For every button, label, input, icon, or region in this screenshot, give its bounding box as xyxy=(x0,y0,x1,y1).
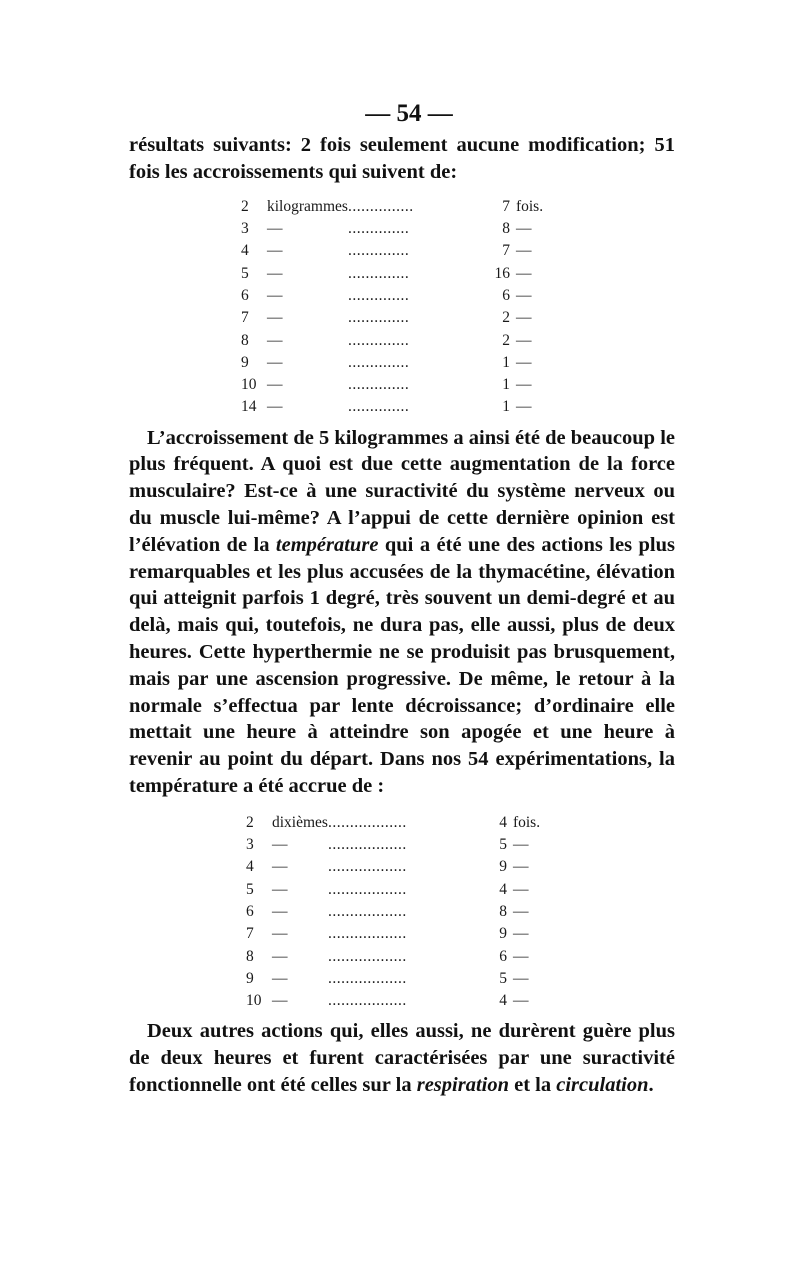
temperature-paragraph-text: L’accroissement de 5 kilogrammes a ainsi été de beaucoup le plus fréquent. A quoi est due cette augmentation de la force musculaire? Est-ce à une suractivité du système nerveux ou du muscle lui-même? A l’appui de cette dernière opinion est l’élévation de la xyxy=(129,426,675,556)
row-count: 6 xyxy=(502,286,510,304)
row-number: 6 xyxy=(241,286,249,304)
row-unit: — xyxy=(515,331,532,349)
row-unit: — xyxy=(515,264,532,282)
row-number: 10 xyxy=(241,376,257,394)
row-number: 8 xyxy=(241,331,249,349)
row-count: 1 xyxy=(502,398,510,416)
row-number: 10 xyxy=(246,992,262,1010)
emphasis-temperature: température xyxy=(275,533,379,556)
row-number: 2 xyxy=(246,813,254,831)
row-number: 4 xyxy=(241,242,249,260)
row-unit-label: — xyxy=(272,858,288,876)
row-leader-dots: .............. xyxy=(347,353,410,371)
row-unit-label: — xyxy=(272,992,288,1010)
row-count: 4 xyxy=(499,880,507,898)
row-unit: — xyxy=(515,286,532,304)
temperature-paragraph-text-2: qui a été une des actions les plus remarquables et les plus accusées de la thymacétine, élévation qui atteignit parfois 1 degré, très souvent un demi-degré et au delà, mais qui, toutefois, ne dura pas, elle aussi, plus de deux heures. Cette hyperthermie ne se produisit pas brusquement, mais par une ascension progressive. De même, le retour à la normale s’effectua par lente décroissance; d’ordinaire elle mettait une heure à atteindre son apogée et une heure à revenir au point du départ. Dans nos 54 expérimentations, la température a été accrue de : xyxy=(129,533,675,797)
row-count: 7 xyxy=(502,242,510,260)
row-count: 7 xyxy=(502,197,510,215)
row-unit-label: — xyxy=(267,242,283,260)
row-leader-dots: .................. xyxy=(327,992,407,1010)
row-number: 8 xyxy=(246,947,254,965)
row-count: 4 xyxy=(499,992,507,1010)
row-count: 9 xyxy=(499,925,507,943)
row-unit-label: — xyxy=(267,264,283,282)
table-row xyxy=(246,834,543,856)
row-leader-dots: .............. xyxy=(347,331,410,349)
row-number: 5 xyxy=(246,880,254,898)
row-leader-dots: .............. xyxy=(347,286,410,304)
row-leader-dots: .................. xyxy=(327,836,407,854)
table-row xyxy=(246,968,543,990)
row-count: 1 xyxy=(502,353,510,371)
row-leader-dots: .............. xyxy=(347,309,410,327)
row-unit: — xyxy=(512,992,529,1010)
row-leader-dots: .................. xyxy=(327,947,407,965)
row-unit-label: — xyxy=(272,836,288,854)
emphasis-circulation: circulation xyxy=(556,1073,649,1096)
row-count: 8 xyxy=(502,220,510,238)
page xyxy=(129,96,675,1099)
row-unit-label: — xyxy=(272,925,288,943)
emphasis-respiration: respiration xyxy=(416,1073,509,1096)
row-unit: — xyxy=(515,376,532,394)
table-row xyxy=(241,374,546,396)
table-row xyxy=(241,218,546,240)
row-count: 1 xyxy=(502,376,510,394)
row-leader-dots: .................. xyxy=(327,969,407,987)
row-number: 7 xyxy=(241,309,249,327)
row-count: 16 xyxy=(494,264,510,282)
row-leader-dots: .............. xyxy=(347,376,410,394)
row-unit-label: — xyxy=(272,969,288,987)
row-number: 2 xyxy=(241,197,249,215)
row-leader-dots: .............. xyxy=(347,242,410,260)
row-number: 7 xyxy=(246,925,254,943)
page-number: — 54 — xyxy=(365,100,453,127)
temperature-paragraph xyxy=(129,425,675,800)
closing-paragraph-end: . xyxy=(648,1073,654,1096)
row-unit: — xyxy=(512,903,529,921)
row-count: 5 xyxy=(499,836,507,854)
table-row xyxy=(246,946,543,968)
table-row xyxy=(241,285,546,307)
table-row xyxy=(241,240,546,262)
row-unit-label: — xyxy=(267,331,283,349)
table-row xyxy=(241,329,546,351)
row-unit-label: — xyxy=(267,286,283,304)
row-leader-dots: .................. xyxy=(327,925,407,943)
table-row xyxy=(246,990,543,1012)
table-row xyxy=(241,262,546,284)
row-number: 9 xyxy=(246,969,254,987)
row-number: 6 xyxy=(246,903,254,921)
table-row xyxy=(246,812,543,834)
row-leader-dots: .............. xyxy=(347,220,410,238)
row-unit: — xyxy=(512,969,529,987)
row-number: 5 xyxy=(241,264,249,282)
table-row xyxy=(246,923,543,945)
row-unit: — xyxy=(512,858,529,876)
row-unit: — xyxy=(515,242,532,260)
table-row xyxy=(241,307,546,329)
closing-paragraph xyxy=(129,1018,675,1098)
row-unit-label: kilogrammes xyxy=(267,197,348,215)
row-unit-label: — xyxy=(272,880,288,898)
row-unit-label: — xyxy=(272,903,288,921)
row-unit-label: — xyxy=(267,309,283,327)
intro-paragraph: résultats suivants: 2 fois seulement aucune modification; 51 fois les accroissements qui suivent de: xyxy=(129,134,675,183)
row-leader-dots: .................. xyxy=(327,880,407,898)
row-count: 5 xyxy=(499,969,507,987)
table-row xyxy=(241,396,546,418)
row-count: 9 xyxy=(499,858,507,876)
temperature-increase-table xyxy=(246,812,543,1013)
row-number: 4 xyxy=(246,858,254,876)
row-leader-dots: .............. xyxy=(347,264,410,282)
row-unit-label: — xyxy=(267,376,283,394)
row-number: 3 xyxy=(246,836,254,854)
row-unit-label: — xyxy=(267,220,283,238)
closing-paragraph-mid: et la xyxy=(509,1073,557,1096)
table-row xyxy=(246,901,543,923)
row-leader-dots: ............... xyxy=(347,197,414,215)
row-unit: — xyxy=(515,309,532,327)
row-leader-dots: .................. xyxy=(327,903,407,921)
row-unit: — xyxy=(515,398,532,416)
row-count: 4 xyxy=(499,813,507,831)
row-unit-label: — xyxy=(267,353,283,371)
closing-paragraph-text: Deux autres actions qui, elles aussi, ne durèrent guère plus de deux heures et furent caractérisées par une suractivité fonctionnelle ont été celles sur la xyxy=(129,1020,675,1096)
row-unit: fois. xyxy=(515,197,544,215)
row-count: 6 xyxy=(499,947,507,965)
table-row xyxy=(246,879,543,901)
row-number: 9 xyxy=(241,353,249,371)
row-number: 14 xyxy=(241,398,257,416)
force-increase-table xyxy=(241,196,546,419)
row-unit: — xyxy=(512,836,529,854)
row-unit-label: dixièmes xyxy=(272,813,328,831)
row-count: 2 xyxy=(502,309,510,327)
row-unit: — xyxy=(512,947,529,965)
row-number: 3 xyxy=(241,220,249,238)
table-row xyxy=(241,352,546,374)
row-leader-dots: .................. xyxy=(327,858,407,876)
row-unit: — xyxy=(512,880,529,898)
row-count: 2 xyxy=(502,331,510,349)
row-unit-label: — xyxy=(272,947,288,965)
row-count: 8 xyxy=(499,903,507,921)
row-leader-dots: .................. xyxy=(327,813,407,831)
row-unit: — xyxy=(512,925,529,943)
row-leader-dots: .............. xyxy=(347,398,410,416)
table-row xyxy=(246,856,543,878)
table-row xyxy=(241,196,546,218)
row-unit-label: — xyxy=(267,398,283,416)
row-unit: — xyxy=(515,353,532,371)
row-unit: fois. xyxy=(512,813,541,831)
row-unit: — xyxy=(515,220,532,238)
